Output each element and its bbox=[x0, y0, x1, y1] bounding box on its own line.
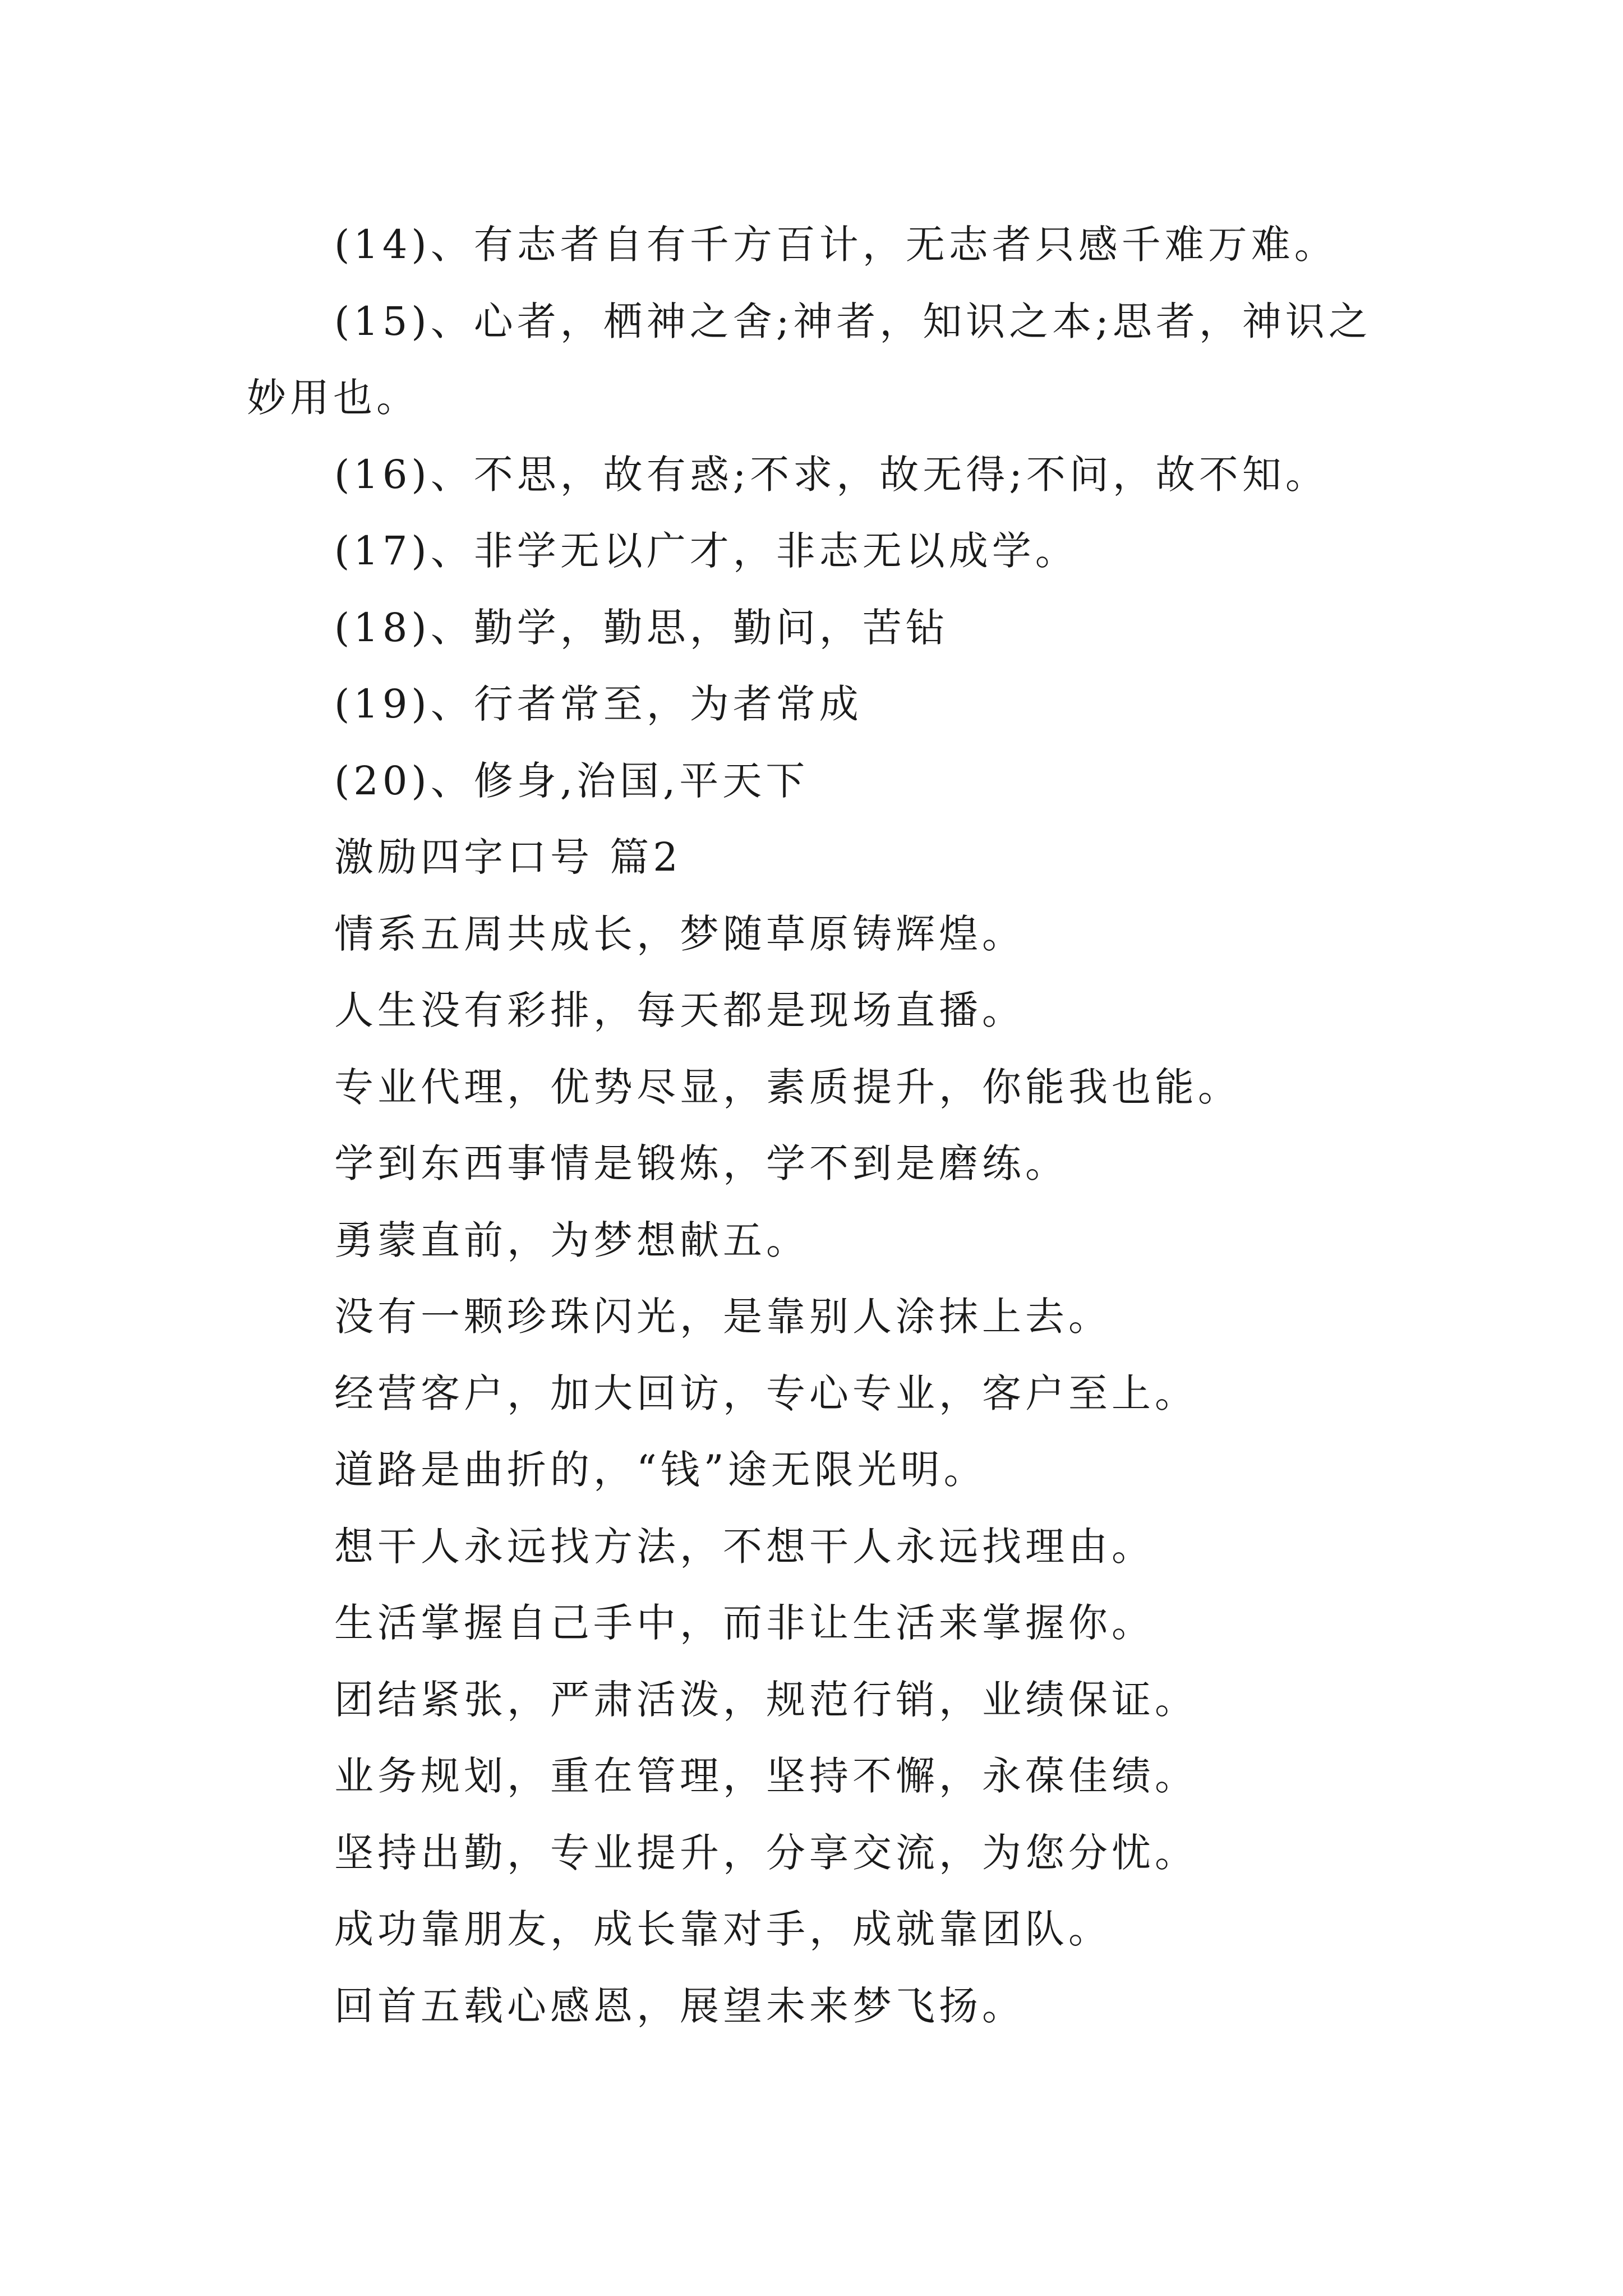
text-line: (17)、非学无以广才，非志无以成学。 bbox=[334, 528, 1078, 574]
text-line: 专业代理，优势尽显，素质提升，你能我也能。 bbox=[334, 1064, 1241, 1110]
document-body bbox=[247, 206, 1391, 2044]
text-line: (15)、心者，栖神之舍;神者，知识之本;思者，神识之 bbox=[334, 298, 1372, 344]
text-line: 勇蒙直前，为梦想献五。 bbox=[334, 1217, 809, 1263]
text-line: (14)、有志者自有千方百计，无志者只感千难万难。 bbox=[334, 222, 1338, 268]
text-line: 业务规划，重在管理，坚持不懈，永葆佳绩。 bbox=[334, 1753, 1198, 1799]
text-line: (20)、修身,治国,平天下 bbox=[334, 757, 809, 804]
text-line: 团结紧张，严肃活泼，规范行销，业绩保证。 bbox=[334, 1676, 1198, 1723]
text-line: 经营客户，加大回访，专心专业，客户至上。 bbox=[334, 1370, 1198, 1416]
text-line: 回首五载心感恩，展望未来梦飞扬。 bbox=[334, 1982, 1025, 2029]
text-line: (19)、行者常至，为者常成 bbox=[334, 681, 863, 727]
text-line: 坚持出勤，专业提升，分享交流，为您分忧。 bbox=[334, 1829, 1198, 1876]
text-line: 成功靠朋友，成长靠对手，成就靠团队。 bbox=[334, 1906, 1112, 1952]
text-line: (16)、不思，故有惑;不求，故无得;不问，故不知。 bbox=[334, 451, 1329, 498]
text-line: 想干人永远找方法，不想干人永远找理由。 bbox=[334, 1523, 1155, 1570]
text-line: 人生没有彩排，每天都是现场直播。 bbox=[334, 987, 1025, 1033]
text-line: 没有一颗珍珠闪光，是靠别人涂抹上去。 bbox=[334, 1294, 1112, 1340]
text-line: 道路是曲折的，“钱”途无限光明。 bbox=[334, 1447, 987, 1493]
section-heading: 激励四字口号 篇2 bbox=[334, 834, 682, 880]
text-line: 情系五周共成长，梦随草原铸辉煌。 bbox=[334, 910, 1025, 957]
text-line: 生活掌握自己手中，而非让生活来掌握你。 bbox=[334, 1600, 1155, 1646]
text-line-continuation: 妙用也。 bbox=[247, 375, 419, 421]
text-line: 学到东西事情是锻炼，学不到是磨练。 bbox=[334, 1140, 1068, 1186]
text-line: (18)、勤学，勤思，勤问，苦钻 bbox=[334, 604, 949, 651]
